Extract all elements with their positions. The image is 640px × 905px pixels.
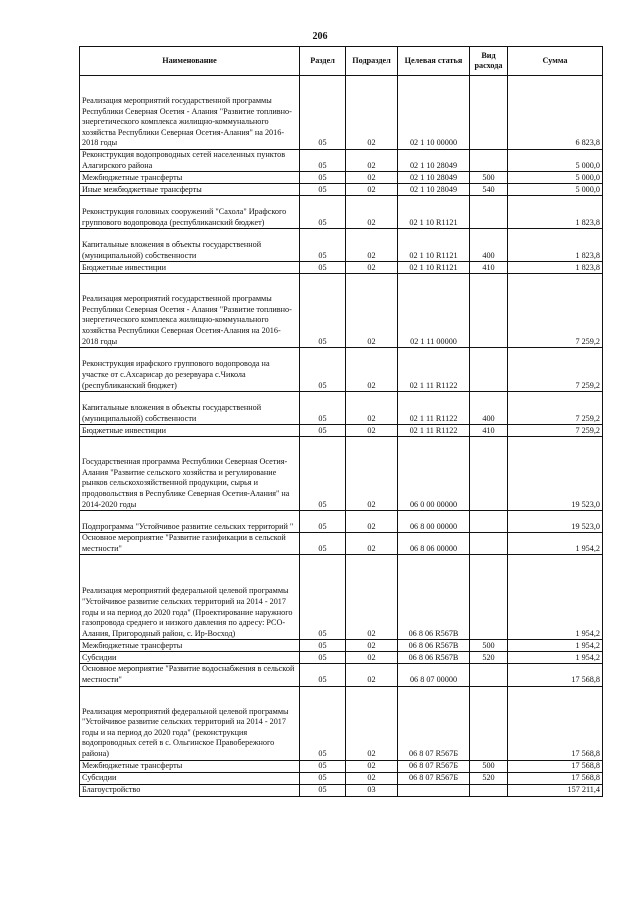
row-subsection: 02	[346, 196, 398, 229]
row-amount: 1 954,2	[508, 652, 603, 664]
table-row	[80, 196, 603, 229]
header-subsection: Подраздел	[346, 47, 398, 76]
row-name: Межбюджетные трансферты	[80, 640, 300, 652]
row-amount: 6 823,8	[508, 76, 603, 150]
row-section: 05	[300, 425, 346, 437]
table-row	[80, 760, 603, 772]
row-subsection: 02	[346, 664, 398, 686]
row-name: Бюджетные инвестиции	[80, 425, 300, 437]
row-amount: 5 000,0	[508, 184, 603, 196]
row-section: 05	[300, 784, 346, 796]
row-amount: 1 823,8	[508, 229, 603, 262]
row-name: Капитальные вложения в объекты государственной (муниципальной) собственности	[80, 229, 300, 262]
row-expense-type	[470, 511, 508, 533]
row-subsection: 02	[346, 172, 398, 184]
row-section: 05	[300, 392, 346, 425]
row-name: Капитальные вложения в объекты государственной (муниципальной) собственности	[80, 392, 300, 425]
table-row	[80, 274, 603, 348]
row-amount: 7 259,2	[508, 348, 603, 392]
table-row	[80, 640, 603, 652]
row-expense-type	[470, 555, 508, 640]
row-target: 06 8 06 00000	[398, 533, 470, 555]
row-name: Реализация мероприятий государственной программы Республики Северная Осетия - Алания "Развитие топливно-энергетического комплекса жилищно-коммунального хозяйства Республики Северная Осетия-Алания" на 2016-2018 годы	[80, 76, 300, 150]
row-name: Основное мероприятие "Развитие водоснабжения в сельской местности"	[80, 664, 300, 686]
table-row	[80, 533, 603, 555]
row-amount: 17 568,8	[508, 664, 603, 686]
table-body	[80, 76, 603, 797]
row-section: 05	[300, 686, 346, 760]
row-target: 02 1 11 R1122	[398, 348, 470, 392]
row-expense-type	[470, 664, 508, 686]
table-row	[80, 772, 603, 784]
row-target	[398, 784, 470, 796]
row-target: 06 8 07 R567Б	[398, 760, 470, 772]
row-amount: 7 259,2	[508, 425, 603, 437]
row-section: 05	[300, 184, 346, 196]
row-name: Реконструкция ирафского группового водопровода на участке от с.Ахсарисар до резервуара с.Чикола (республиканский бюджет)	[80, 348, 300, 392]
row-target: 02 1 11 R1122	[398, 425, 470, 437]
page-number: 206	[312, 31, 328, 42]
row-subsection: 02	[346, 652, 398, 664]
table-row	[80, 348, 603, 392]
row-target: 06 8 07 00000	[398, 664, 470, 686]
row-target: 06 8 06 R567В	[398, 640, 470, 652]
row-name: Благоустройство	[80, 784, 300, 796]
row-subsection: 02	[346, 686, 398, 760]
row-subsection: 02	[346, 76, 398, 150]
row-subsection: 02	[346, 555, 398, 640]
row-target: 06 8 07 R567Б	[398, 686, 470, 760]
row-section: 05	[300, 76, 346, 150]
row-target: 06 8 06 R567В	[398, 555, 470, 640]
row-target: 02 1 11 R1122	[398, 392, 470, 425]
row-expense-type	[470, 196, 508, 229]
row-target: 02 1 10 00000	[398, 76, 470, 150]
header-expense-type: Вид расхода	[470, 47, 508, 76]
row-name: Основное мероприятие "Развитие газификации в сельской местности"	[80, 533, 300, 555]
table-row	[80, 76, 603, 150]
row-expense-type: 400	[470, 392, 508, 425]
row-subsection: 02	[346, 274, 398, 348]
row-section: 05	[300, 172, 346, 184]
row-section: 05	[300, 511, 346, 533]
row-name: Межбюджетные трансферты	[80, 172, 300, 184]
row-subsection: 03	[346, 784, 398, 796]
row-target: 02 1 10 R1121	[398, 262, 470, 274]
row-expense-type	[470, 686, 508, 760]
table-row	[80, 184, 603, 196]
row-target: 02 1 10 R1121	[398, 229, 470, 262]
row-expense-type	[470, 437, 508, 511]
table-row	[80, 172, 603, 184]
row-expense-type: 540	[470, 184, 508, 196]
table-row	[80, 262, 603, 274]
row-amount: 17 568,8	[508, 772, 603, 784]
row-subsection: 02	[346, 425, 398, 437]
header-target: Целевая статья	[398, 47, 470, 76]
row-amount: 5 000,0	[508, 150, 603, 172]
table-row	[80, 652, 603, 664]
row-target: 02 1 10 28049	[398, 150, 470, 172]
table-row	[80, 686, 603, 760]
row-expense-type: 500	[470, 640, 508, 652]
row-target: 06 8 00 00000	[398, 511, 470, 533]
row-amount: 7 259,2	[508, 392, 603, 425]
row-target: 02 1 11 00000	[398, 274, 470, 348]
row-expense-type	[470, 76, 508, 150]
row-expense-type: 400	[470, 229, 508, 262]
row-expense-type	[470, 150, 508, 172]
row-target: 02 1 10 28049	[398, 184, 470, 196]
row-amount: 1 823,8	[508, 262, 603, 274]
row-section: 05	[300, 437, 346, 511]
table-header-row	[80, 47, 603, 76]
row-section: 05	[300, 150, 346, 172]
row-name: Государственная программа Республики Северная Осетия-Алания "Развитие сельского хозяйства и регулирование рынков сельскохозяйственной продукции, сырья и продовольствия в Республике Северная Осетия-Алания" на 2014-2020 годы	[80, 437, 300, 511]
row-section: 05	[300, 274, 346, 348]
budget-table	[79, 46, 603, 797]
row-name: Реализация мероприятий государственной программы Республики Северная Осетия - Алания "Развитие топливно-энергетического комплекса жилищно-коммунального хозяйства Республики Северная Осетия-Алания на 2016-2018 годы	[80, 274, 300, 348]
row-section: 05	[300, 262, 346, 274]
header-name: Наименование	[80, 47, 300, 76]
table-row	[80, 511, 603, 533]
header-section: Раздел	[300, 47, 346, 76]
row-subsection: 02	[346, 348, 398, 392]
table-row	[80, 784, 603, 796]
row-section: 05	[300, 533, 346, 555]
row-amount: 1 954,2	[508, 555, 603, 640]
row-target: 02 1 10 R1121	[398, 196, 470, 229]
row-name: Бюджетные инвестиции	[80, 262, 300, 274]
row-amount: 1 954,2	[508, 640, 603, 652]
row-section: 05	[300, 348, 346, 392]
table-row	[80, 664, 603, 686]
table-row	[80, 392, 603, 425]
row-amount: 19 523,0	[508, 437, 603, 511]
row-expense-type: 520	[470, 652, 508, 664]
row-name: Межбюджетные трансферты	[80, 760, 300, 772]
row-name: Реконструкция головных сооружений "Сахола" Ирафского группового водопровода (республиканский бюджет)	[80, 196, 300, 229]
row-expense-type: 520	[470, 772, 508, 784]
row-target: 02 1 10 28049	[398, 172, 470, 184]
row-section: 05	[300, 555, 346, 640]
row-subsection: 02	[346, 533, 398, 555]
table-row	[80, 437, 603, 511]
row-expense-type	[470, 784, 508, 796]
table-row	[80, 150, 603, 172]
row-expense-type	[470, 348, 508, 392]
row-subsection: 02	[346, 640, 398, 652]
row-target: 06 0 00 00000	[398, 437, 470, 511]
row-amount: 19 523,0	[508, 511, 603, 533]
row-subsection: 02	[346, 772, 398, 784]
header-amount: Сумма	[508, 47, 603, 76]
row-section: 05	[300, 640, 346, 652]
row-expense-type	[470, 274, 508, 348]
row-amount: 157 211,4	[508, 784, 603, 796]
row-amount: 1 954,2	[508, 533, 603, 555]
table-row	[80, 425, 603, 437]
row-expense-type: 410	[470, 425, 508, 437]
row-amount: 5 000,0	[508, 172, 603, 184]
row-subsection: 02	[346, 262, 398, 274]
row-expense-type: 500	[470, 172, 508, 184]
table-row	[80, 555, 603, 640]
row-name: Субсидии	[80, 652, 300, 664]
row-name: Иные межбюджетные трансферты	[80, 184, 300, 196]
row-amount: 17 568,8	[508, 760, 603, 772]
row-subsection: 02	[346, 184, 398, 196]
row-section: 05	[300, 229, 346, 262]
row-section: 05	[300, 652, 346, 664]
row-expense-type	[470, 533, 508, 555]
row-target: 06 8 06 R567В	[398, 652, 470, 664]
row-section: 05	[300, 772, 346, 784]
row-section: 05	[300, 760, 346, 772]
row-section: 05	[300, 196, 346, 229]
row-name: Подпрограмма "Устойчивое развитие сельских территорий "	[80, 511, 300, 533]
row-name: Реализация мероприятий федеральной целевой программы "Устойчивое развитие сельских территорий на 2014 - 2017 годы и на период до 2020 года" (реконструкция водопроводных сетей в с. Ольгинское Правобережного района)	[80, 686, 300, 760]
row-expense-type: 410	[470, 262, 508, 274]
row-amount: 1 823,8	[508, 196, 603, 229]
row-name: Субсидии	[80, 772, 300, 784]
row-section: 05	[300, 664, 346, 686]
row-expense-type: 500	[470, 760, 508, 772]
row-subsection: 02	[346, 150, 398, 172]
row-subsection: 02	[346, 511, 398, 533]
row-target: 06 8 07 R567Б	[398, 772, 470, 784]
row-subsection: 02	[346, 437, 398, 511]
row-amount: 17 568,8	[508, 686, 603, 760]
row-subsection: 02	[346, 229, 398, 262]
row-amount: 7 259,2	[508, 274, 603, 348]
table-row	[80, 229, 603, 262]
row-name: Реализация мероприятий федеральной целевой программы "Устойчивое развитие сельских территорий на 2014 - 2017 годы и на период до 2020 года" (Проектирование наружного газопровода среднего и низкого давления по адресу: РСО-Алания, Пригородный район, с. Ир-Восход)	[80, 555, 300, 640]
row-name: Реконструкция водопроводных сетей населенных пунктов Алагирского района	[80, 150, 300, 172]
row-subsection: 02	[346, 760, 398, 772]
row-subsection: 02	[346, 392, 398, 425]
